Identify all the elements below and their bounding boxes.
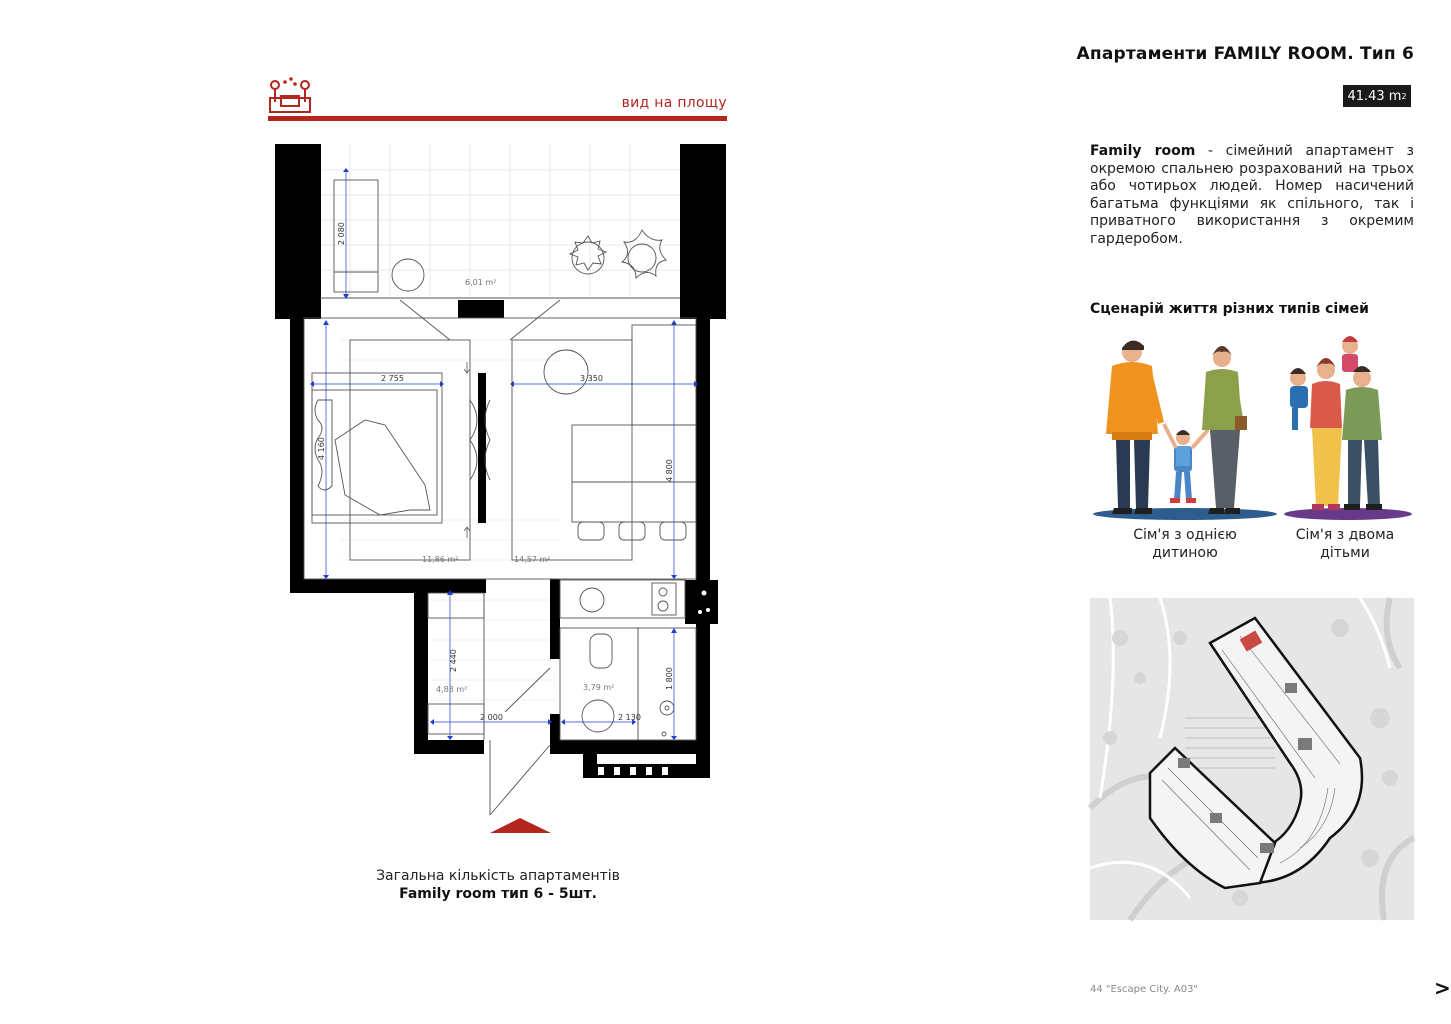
entrance-arrow-icon xyxy=(490,818,551,833)
dim-hall-width: 2 000 xyxy=(480,713,503,722)
area-hall: 4,88 m² xyxy=(436,685,468,694)
square-view-icon xyxy=(266,76,314,116)
family-two-children-illustration xyxy=(1282,332,1414,521)
description-term: Family room xyxy=(1090,143,1196,159)
description-text: - сімейний апартамент з окремою спальнею розрахований на трьох або чотирьох людей. Номер насичений багатьма функціями як спільного, так і приватного використання з окремим гардеробом. xyxy=(1090,143,1414,247)
area-value: 41.43 m xyxy=(1347,88,1402,104)
scenarios-title: Сценарій життя різних типів сімей xyxy=(1090,301,1369,317)
description xyxy=(1090,143,1414,249)
page-title: Апартаменти FAMILY ROOM. Тип 6 xyxy=(1076,44,1414,64)
dim-living-width: 3 350 xyxy=(580,374,603,383)
view-direction-label: вид на площу xyxy=(621,95,727,111)
dim-bath-width: 2 130 xyxy=(618,713,641,722)
page-footer: 44 "Escape City. A03" xyxy=(1090,984,1199,995)
area-badge xyxy=(1343,85,1411,107)
total-count-label: Загальна кількість апартаментів xyxy=(376,868,620,884)
header-rule xyxy=(268,116,727,121)
dim-bedroom-depth: 4 160 xyxy=(317,437,326,460)
area-bathroom: 3,79 m² xyxy=(583,683,615,692)
dim-bath-depth: 1 800 xyxy=(665,667,674,690)
balcony-tiles xyxy=(320,145,680,298)
area-living: 14,57 m² xyxy=(514,555,551,564)
family-one-child-label: Сім'я з однією дитиною xyxy=(1133,527,1237,561)
dim-bedroom-width: 2 755 xyxy=(381,374,404,383)
next-page-arrow[interactable]: > xyxy=(1434,976,1451,1000)
family-one-child-illustration xyxy=(1090,336,1280,521)
area-balcony: 6,01 m² xyxy=(465,278,497,287)
dim-balcony: 2 080 xyxy=(337,222,346,245)
floor-plan xyxy=(266,140,736,840)
site-plan-map xyxy=(1090,598,1414,920)
dim-hall-depth: 2 440 xyxy=(449,649,458,672)
total-count-value: Family room тип 6 - 5шт. xyxy=(399,886,597,902)
dim-living-depth: 4 800 xyxy=(665,459,674,482)
area-bedroom: 11,86 m² xyxy=(422,555,459,564)
area-unit: 2 xyxy=(1401,91,1407,101)
family-two-children-label: Сім'я з двома дітьми xyxy=(1295,527,1395,561)
